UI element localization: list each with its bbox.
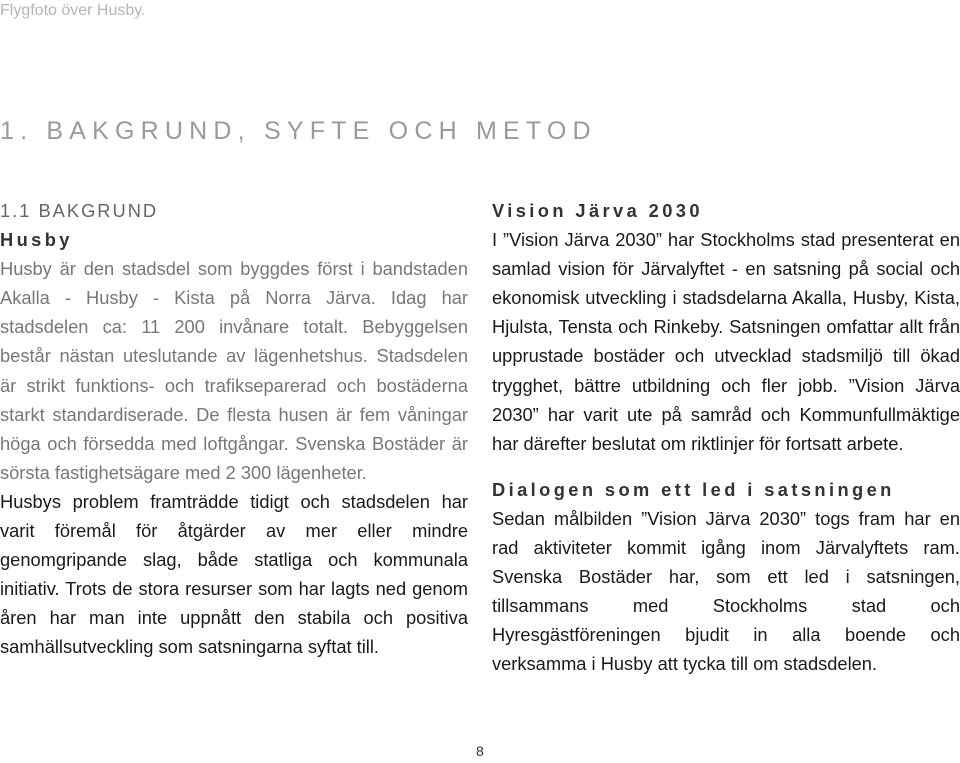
section-heading-husby: Husby <box>0 229 73 251</box>
photo-caption: Flygfoto över Husby. <box>0 2 146 19</box>
chapter-heading: 1. BAKGRUND, SYFTE OCH METOD <box>0 117 597 145</box>
spacer <box>492 458 960 475</box>
section-heading-vision: Vision Järva 2030 <box>492 200 703 221</box>
paragraph-husby-intro: Husby är den stadsdel som byggdes först i bandstaden Akalla - Husby - Kista på Norra Järva. Idag har stadsdelen ca: 11 200 invånare totalt. Bebyggelsen består nästan uteslutande av lägenhetshus. Stadsdelen är strikt funktions- och trafikseparerad och bostäderna starkt standardiserade. De flesta husen är fem våningar höga och försedda med loftgångar. Svenska Bostäder är sörsta fastighetsägare med 2 300 lägenheter. <box>0 258 468 483</box>
section-heading-dialogen: Dialogen som ett led i satsningen <box>492 478 895 500</box>
section-subheading: 1.1 BAKGRUND <box>0 200 159 221</box>
paragraph-vision: I ”Vision Järva 2030” har Stockholms stad presenterat en samlad vision för Järvalyftet - en satsning på social och ekonomisk utveckling i stadsdelarna Akalla, Husby, Kista, Hjulsta, Tensta och Rinkeby. Satsningen omfattar allt från upprustade bostäder och utvecklad stadsmiljö till ökad trygghet, bättre utbildning och fler jobb. ”Vision Järva 2030” har varit ute på samråd och Kommunfullmäktige har därefter beslutat om riktlinjer för fortsatt arbete. <box>492 229 960 454</box>
right-column <box>492 196 960 679</box>
paragraph-dialogen: Sedan målbilden ”Vision Järva 2030” togs fram har en rad aktiviteter kommit igång inom Järvalyftets ram. Svenska Bostäder har, som ett led i satsningen, tillsammans med Stockholms stad och Hyresgästföreningen bjudit in alla boende och verksamma i Husby att tycka till om stadsdelen. <box>492 507 960 675</box>
left-column <box>0 196 468 662</box>
paragraph-husby-problems: Husbys problem framträdde tidigt och stadsdelen har varit föremål för åtgärder av mer eller mindre genomgripande slag, både statliga och kommunala initiativ. Trots de stora resurser som har lagts ned genom åren har man inte uppnått den stabila och positiva samhällsutveckling som satsningarna syftat till. <box>0 490 468 658</box>
page-number: 8 <box>476 743 484 759</box>
